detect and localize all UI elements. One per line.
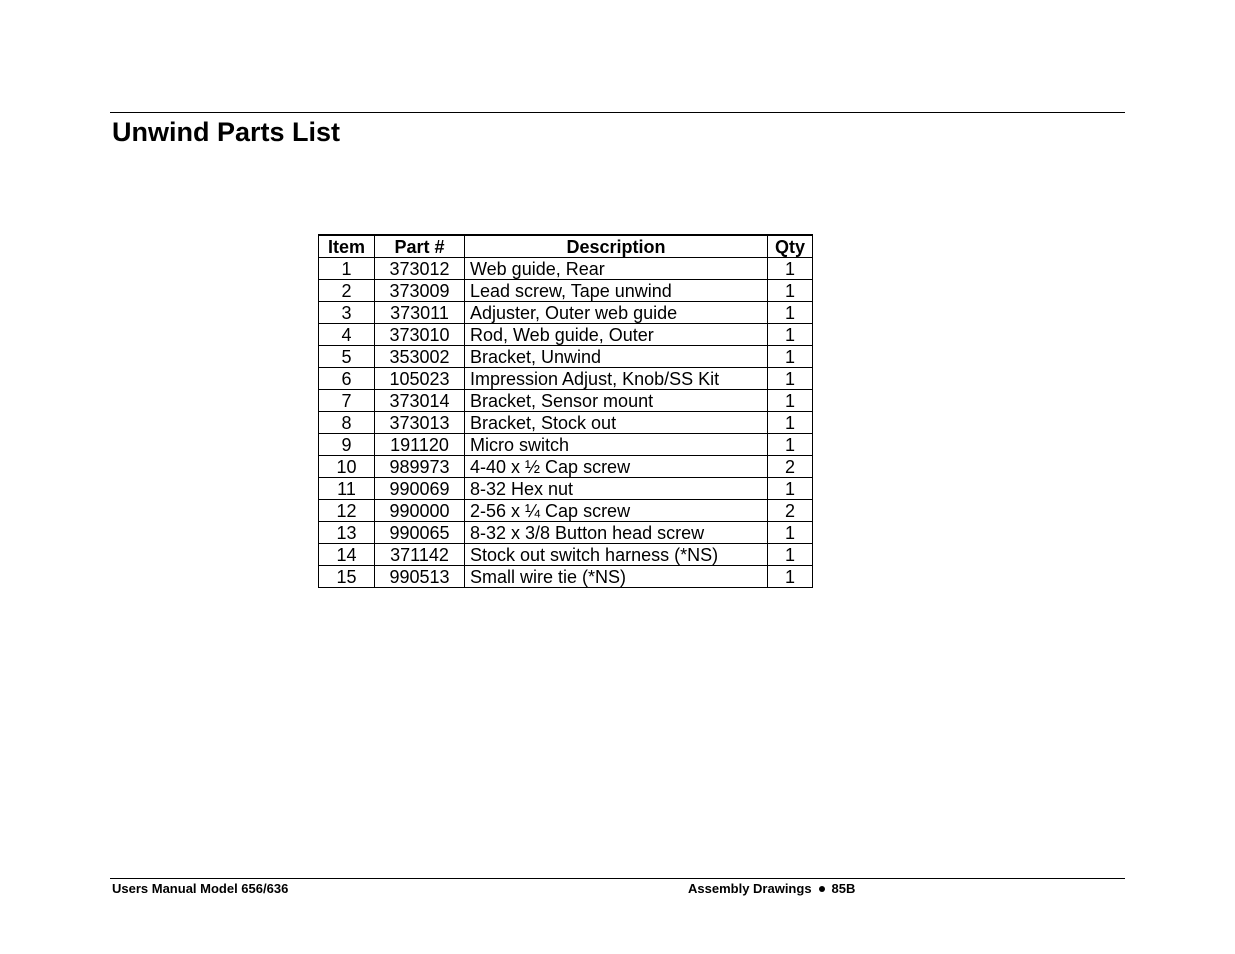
- column-header-description: Description: [465, 235, 768, 258]
- cell-part-number: 990513: [375, 566, 465, 588]
- table-row: [319, 500, 813, 522]
- cell-description: Impression Adjust, Knob/SS Kit: [465, 368, 768, 390]
- cell-description: Adjuster, Outer web guide: [465, 302, 768, 324]
- cell-part-number: 371142: [375, 544, 465, 566]
- cell-qty: 1: [768, 522, 813, 544]
- cell-qty: 1: [768, 258, 813, 280]
- cell-qty: 2: [768, 456, 813, 478]
- table-row: [319, 280, 813, 302]
- table-row: [319, 434, 813, 456]
- cell-qty: 1: [768, 390, 813, 412]
- cell-item: 8: [319, 412, 375, 434]
- cell-description: Micro switch: [465, 434, 768, 456]
- cell-item: 11: [319, 478, 375, 500]
- cell-part-number: 373014: [375, 390, 465, 412]
- cell-qty: 1: [768, 280, 813, 302]
- cell-qty: 1: [768, 346, 813, 368]
- cell-qty: 1: [768, 302, 813, 324]
- cell-part-number: 989973: [375, 456, 465, 478]
- cell-description: Bracket, Unwind: [465, 346, 768, 368]
- cell-qty: 2: [768, 500, 813, 522]
- bullet-icon: [819, 886, 825, 892]
- cell-part-number: 990065: [375, 522, 465, 544]
- cell-part-number: 373010: [375, 324, 465, 346]
- column-header-item: Item: [319, 235, 375, 258]
- header-rule: [110, 112, 1125, 113]
- cell-item: 12: [319, 500, 375, 522]
- table-row: [319, 522, 813, 544]
- cell-part-number: 373011: [375, 302, 465, 324]
- cell-description: Small wire tie (*NS): [465, 566, 768, 588]
- cell-item: 7: [319, 390, 375, 412]
- cell-part-number: 191120: [375, 434, 465, 456]
- parts-table: [318, 234, 813, 588]
- cell-part-number: 353002: [375, 346, 465, 368]
- cell-description: 2-56 x ¼ Cap screw: [465, 500, 768, 522]
- cell-qty: 1: [768, 544, 813, 566]
- page-title: Unwind Parts List: [112, 117, 341, 147]
- footer-manual-title: Users Manual Model 656/636: [112, 881, 289, 896]
- cell-item: 1: [319, 258, 375, 280]
- parts-table-body: [319, 258, 813, 588]
- table-row: [319, 390, 813, 412]
- cell-description: Stock out switch harness (*NS): [465, 544, 768, 566]
- cell-description: Web guide, Rear: [465, 258, 768, 280]
- footer-page-number: 85B: [831, 881, 856, 896]
- table-row: [319, 324, 813, 346]
- cell-description: Bracket, Stock out: [465, 412, 768, 434]
- table-row: [319, 456, 813, 478]
- cell-item: 10: [319, 456, 375, 478]
- table-row: [319, 368, 813, 390]
- cell-item: 13: [319, 522, 375, 544]
- cell-part-number: 373012: [375, 258, 465, 280]
- column-header-part: Part #: [375, 235, 465, 258]
- footer-section: Assembly Drawings: [688, 881, 812, 896]
- cell-item: 3: [319, 302, 375, 324]
- cell-description: Lead screw, Tape unwind: [465, 280, 768, 302]
- cell-part-number: 990069: [375, 478, 465, 500]
- table-row: [319, 412, 813, 434]
- cell-item: 14: [319, 544, 375, 566]
- cell-part-number: 373009: [375, 280, 465, 302]
- cell-item: 6: [319, 368, 375, 390]
- table-row: [319, 258, 813, 280]
- cell-item: 5: [319, 346, 375, 368]
- cell-item: 9: [319, 434, 375, 456]
- cell-description: 8-32 Hex nut: [465, 478, 768, 500]
- cell-qty: 1: [768, 566, 813, 588]
- cell-item: 2: [319, 280, 375, 302]
- table-row: [319, 566, 813, 588]
- cell-qty: 1: [768, 412, 813, 434]
- cell-item: 15: [319, 566, 375, 588]
- table-row: [319, 346, 813, 368]
- table-row: [319, 302, 813, 324]
- cell-description: Rod, Web guide, Outer: [465, 324, 768, 346]
- footer-rule: [110, 878, 1125, 879]
- cell-item: 4: [319, 324, 375, 346]
- column-header-qty: Qty: [768, 235, 813, 258]
- cell-part-number: 105023: [375, 368, 465, 390]
- table-header-row: [319, 235, 813, 258]
- table-row: [319, 544, 813, 566]
- cell-part-number: 990000: [375, 500, 465, 522]
- table-row: [319, 478, 813, 500]
- cell-description: Bracket, Sensor mount: [465, 390, 768, 412]
- cell-part-number: 373013: [375, 412, 465, 434]
- footer-page-info: [688, 881, 855, 896]
- cell-description: 8-32 x 3/8 Button head screw: [465, 522, 768, 544]
- cell-qty: 1: [768, 434, 813, 456]
- cell-qty: 1: [768, 478, 813, 500]
- cell-qty: 1: [768, 324, 813, 346]
- cell-qty: 1: [768, 368, 813, 390]
- cell-description: 4-40 x ½ Cap screw: [465, 456, 768, 478]
